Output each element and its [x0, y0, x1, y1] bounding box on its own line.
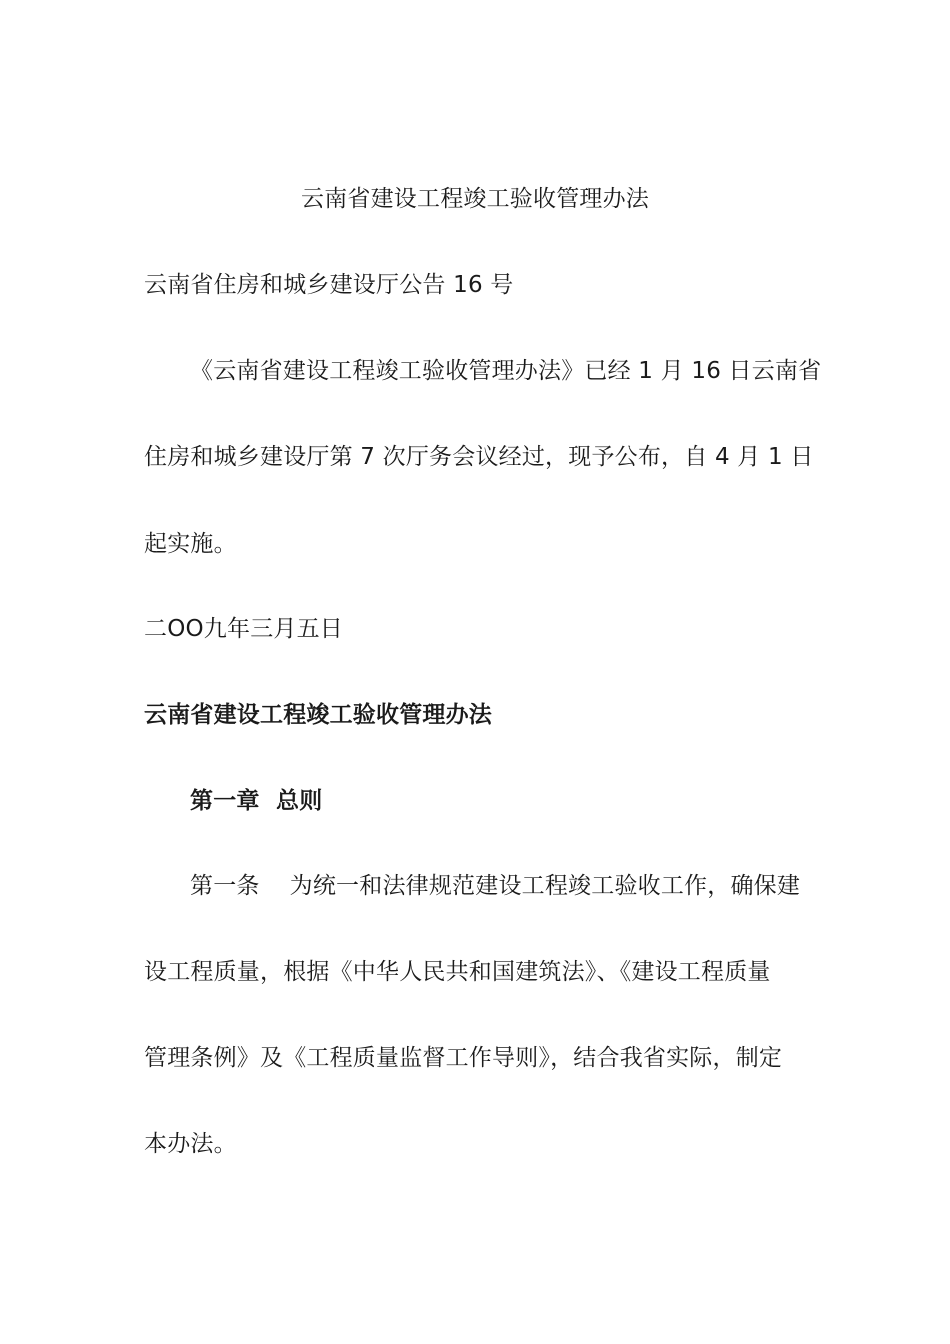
article-line-2: 设工程质量，根据《中华人民共和国建筑法》、《建设工程质量 [144, 959, 771, 985]
article-line-1: 第一条 为统一和法律规范建设工程竣工验收工作，确保建 [190, 873, 801, 899]
notice-line-2: 住房和城乡建设厅第 7 次厅务会议经过，现予公布，自 4 月 1 日 [144, 444, 814, 470]
announcement-line: 云南省住房和城乡建设厅公告 16 号 [144, 272, 514, 298]
notice-line-3: 起实施。 [144, 531, 237, 557]
chapter-heading: 第一章 总则 [190, 788, 323, 814]
document-title: 云南省建设工程竣工验收管理办法 [301, 186, 649, 212]
article-line-4: 本办法。 [144, 1131, 237, 1157]
publication-date: 二OO九年三月五日 [144, 616, 344, 642]
section-title: 云南省建设工程竣工验收管理办法 [144, 702, 492, 728]
notice-line-1: 《云南省建设工程竣工验收管理办法》已经 1 月 16 日云南省 [190, 358, 822, 384]
article-line-3: 管理条例》及《工程质量监督工作导则》，结合我省实际，制定 [144, 1045, 783, 1071]
